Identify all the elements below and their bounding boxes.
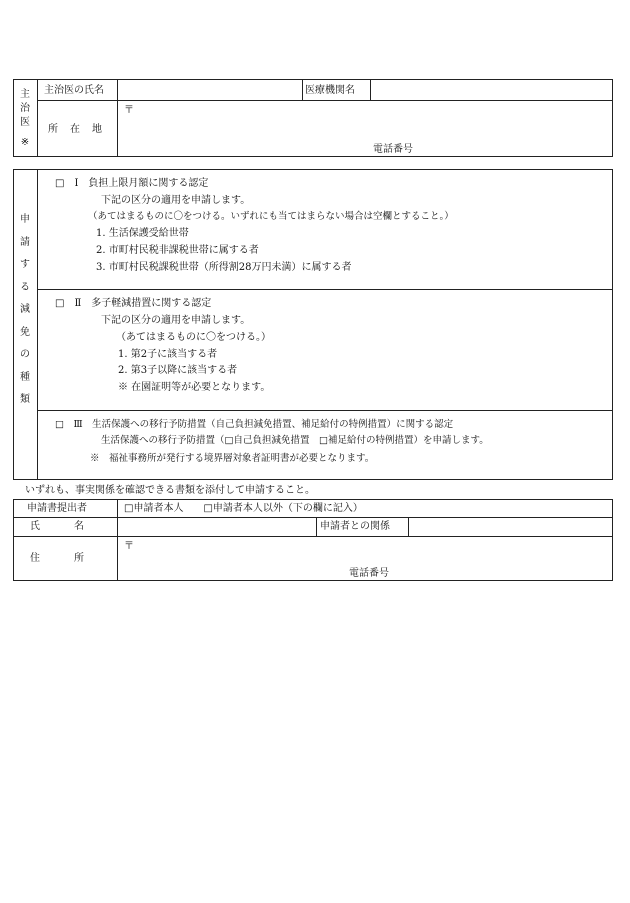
section3-note: ※ 福祉事務所が発行する境界層対象者証明書が必要となります。: [90, 453, 375, 464]
submitter-label: 申請書提出者: [27, 503, 87, 514]
applicant-name-field[interactable]: [118, 518, 315, 536]
section1-line1: 下記の区分の適用を申請します。: [101, 195, 251, 206]
relation-field[interactable]: [409, 518, 612, 536]
section2-note: ※ 在園証明等が必要となります。: [118, 382, 271, 393]
submitter-options[interactable]: □申請者本人 □申請者本人以外（下の欄に記入）: [124, 503, 363, 514]
section1-line2: （あてはまるものに〇をつける。いずれにも当てはまらない場合は空欄とすること。）: [88, 211, 454, 222]
physician-side-mark: ※: [20, 137, 30, 148]
institution-field[interactable]: [371, 80, 612, 100]
reduction-side-char: 免: [20, 326, 30, 338]
physician-address-field[interactable]: [118, 101, 612, 156]
reduction-side-char: 申: [20, 214, 30, 225]
attachment-notice: いずれも、事実関係を確認できる書類を添付して申請すること。: [25, 485, 315, 496]
physician-side-char: 主: [20, 89, 30, 100]
physician-phone-label: 電話番号: [373, 144, 413, 155]
physician-address-label: 所 在 地: [48, 124, 103, 135]
section1-item-3[interactable]: 3. 市町村民税課税世帯（所得割28万円未満）に属する者: [96, 262, 352, 273]
section2-line1: 下記の区分の適用を申請します。: [101, 315, 251, 326]
reduction-side-char: の: [20, 349, 30, 360]
applicant-postal-mark: 〒: [124, 541, 134, 552]
applicant-phone-label: 電話番号: [349, 568, 389, 579]
applicant-name-label: 氏 名: [30, 521, 85, 532]
reduction-side-char: 類: [20, 394, 30, 405]
section2-title[interactable]: □ Ⅱ 多子軽減措置に関する認定: [55, 298, 212, 309]
relation-label: 申請者との関係: [320, 521, 390, 532]
reduction-side-char: 請: [20, 236, 30, 248]
physician-side-char: 医: [20, 117, 30, 128]
section3-line1: 生活保護への移行予防措置（□自己負担減免措置 □補足給付の特例措置）を申請します。: [101, 435, 489, 446]
section1-item-1[interactable]: 1. 生活保護受給世帯: [96, 228, 189, 239]
reduction-side-char: 減: [20, 304, 30, 315]
physician-side-label: [13, 88, 37, 150]
institution-label: 医療機関名: [305, 85, 355, 96]
reduction-side-char: す: [20, 259, 30, 270]
reduction-side-char: る: [20, 281, 30, 293]
section3-title[interactable]: □ Ⅲ 生活保護への移行予防措置（自己負担減免措置、補足給付の特例措置）に関する認定: [55, 419, 454, 430]
section1-title[interactable]: □ Ⅰ 負担上限月額に関する認定: [55, 178, 209, 189]
physician-side-char: 治: [20, 103, 30, 114]
section2-line2: （あてはまるものに〇をつける。）: [116, 332, 271, 343]
physician-name-label: 主治医の氏名: [44, 85, 104, 96]
section2-item-1[interactable]: 1. 第2子に該当する者: [118, 349, 218, 360]
section2-item-2[interactable]: 2. 第3子以降に該当する者: [118, 365, 238, 376]
section1-item-2[interactable]: 2. 市町村民税非課税世帯に属する者: [96, 245, 259, 256]
applicant-address-label: 住 所: [30, 553, 85, 564]
reduction-side-char: 種: [20, 371, 30, 383]
physician-name-field[interactable]: [118, 80, 301, 100]
physician-postal-mark: 〒: [124, 105, 134, 116]
reduction-side-label: [13, 209, 37, 412]
